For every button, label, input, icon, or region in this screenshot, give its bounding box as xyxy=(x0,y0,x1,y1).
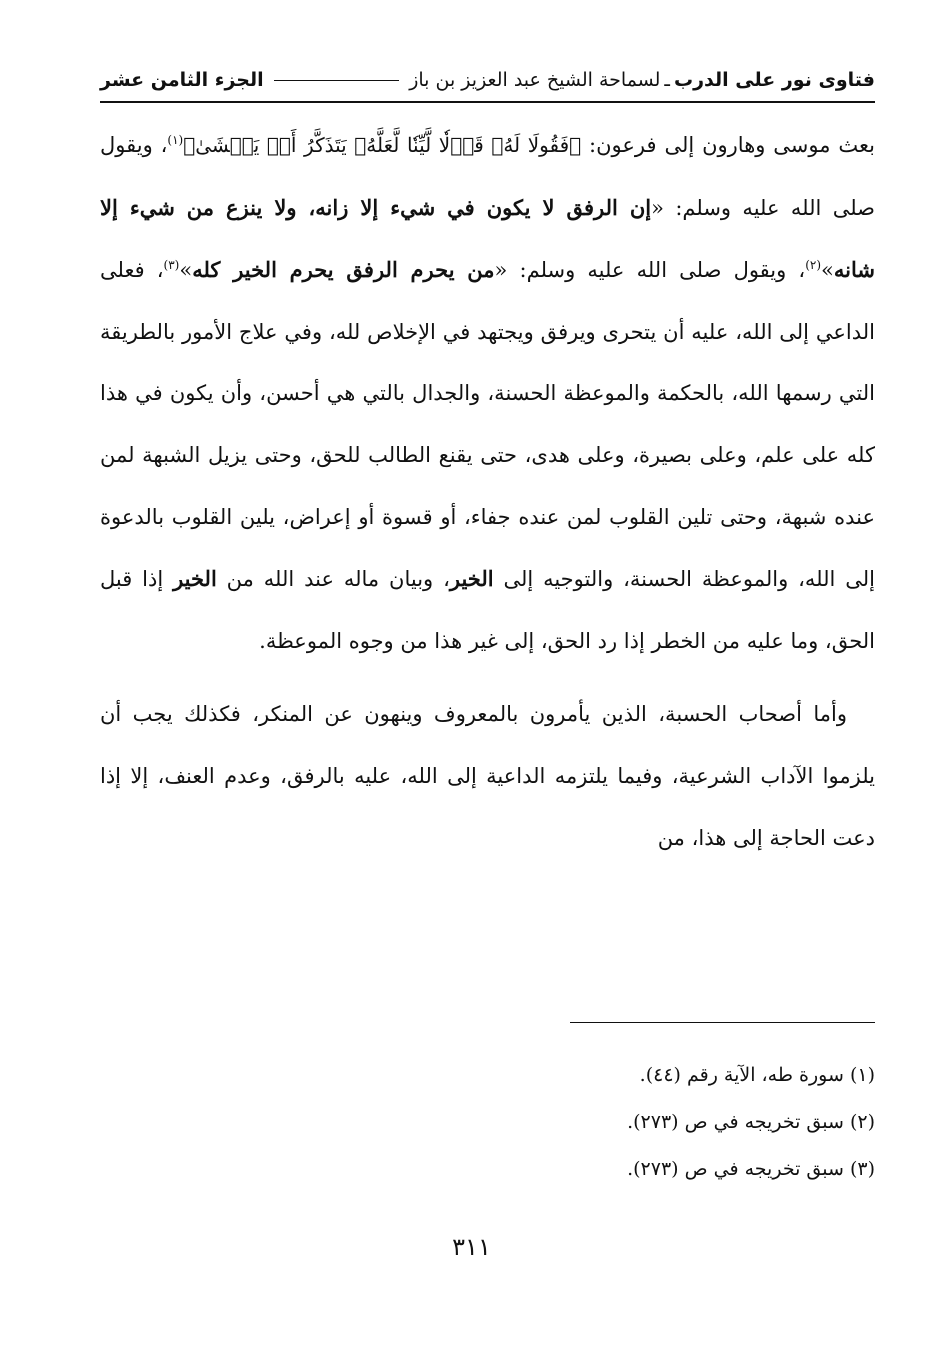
para1-text-8: إذا قبل الحق، وما عليه من الخطر إذا رد الحق، إلى غير هذا من وجوه الموعظة. xyxy=(100,567,875,653)
para1-text-7: ، وبيان ماله عند الله من xyxy=(216,567,450,592)
para1-text-4: ، ويقول صلى الله عليه وسلم: « xyxy=(494,258,806,283)
footnotes xyxy=(100,1060,875,1201)
header-author: لسماحة الشيخ عبد العزيز بن باز xyxy=(409,69,661,91)
header-book-title: فتاوى نور على الدرب xyxy=(674,69,875,91)
hadith-1: إن الرفق لا يكون في شيء إلا زانه، ولا ينزع من شيء إلا شانه xyxy=(100,194,875,283)
header-rule xyxy=(100,101,875,103)
footnote-3: (٣) سبق تخريجه في ص (٢٧٣). xyxy=(627,1158,875,1180)
hadith-2: من يحرم الرفق يحرم الخير كله xyxy=(192,257,495,283)
header-separator-line xyxy=(274,80,400,81)
paragraph-2: وأما أصحاب الحسبة، الذين يأمرون بالمعروف وينهون عن المنكر، فكذلك يجب أن يلزموا الآداب الشرعية، وفيما يلتزمه الداعية إلى الله، عليه بالرفق، وعدم العنف، إلا إذا دعت الحاجة إلى هذا، من xyxy=(100,702,875,850)
footnote-ref-2[interactable]: (٢) xyxy=(805,258,822,273)
bold-word-khayr-2: الخير xyxy=(173,566,217,592)
para1-text-1: بعث موسى وهارون إلى فرعون: xyxy=(581,133,875,157)
footnote-1: (١) سورة طه، الآية رقم (٤٤). xyxy=(639,1064,875,1086)
header-dash: ـ xyxy=(664,69,670,91)
footnote-ref-3[interactable]: (٣) xyxy=(163,258,180,273)
paragraph-1 xyxy=(100,115,875,672)
footnote-2: (٢) سبق تخريجه في ص (٢٧٣). xyxy=(627,1111,875,1133)
page-number: ٣١١ xyxy=(452,1233,491,1261)
quran-verse: ﴿فَقُولَا لَهُۥ قَوۡلٗا لَّيِّنٗا لَّعَلَّهُۥ يَتَذَكَّرُ أَوۡ يَخۡشَىٰ﴾ xyxy=(183,133,582,157)
footnote-rule xyxy=(570,1022,875,1023)
main-text xyxy=(100,115,875,869)
para1-text-2: ، ويقول صلى الله عليه وسلم: « xyxy=(100,133,875,220)
para1-text-3: » xyxy=(821,258,834,283)
running-header xyxy=(100,62,875,98)
para1-text-6: ، فعلى الداعي إلى الله، عليه أن يتحرى ويرفق ويجتهد في الإخلاص لله، وفي علاج الأمور بالطريقة التي رسمها الله، بالحكمة والموعظة الحسنة، والجدال بالتي هي أحسن، وأن يكون في هذا كله على علم، وعلى بصيرة، وعلى هدى، حتى يقنع الطالب للحق، وحتى يزيل الشبهة لمن عنده شبهة، وحتى تلين القلوب لمن عنده جفاء، أو قسوة أو إعراض، يلين القلوب بالدعوة إلى الله، والموعظة الحسنة، والتوجيه إلى xyxy=(100,258,875,592)
footnote-ref-1[interactable]: (١) xyxy=(167,133,184,147)
bold-word-khayr-1: الخير xyxy=(449,566,494,592)
header-part: الجزء الثامن عشر xyxy=(100,69,264,91)
para1-text-5: » xyxy=(179,258,193,283)
